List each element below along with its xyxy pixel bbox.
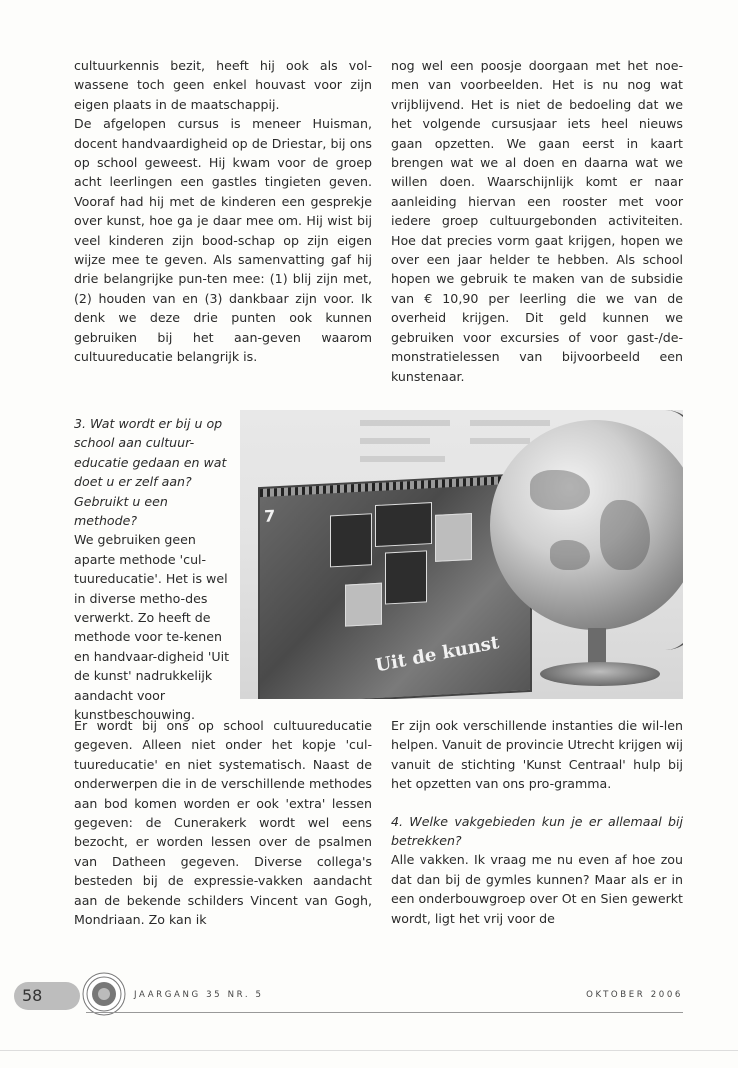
question-4-heading: 4. Welke vakgebieden kun je er allemaal bij betrekken? [391, 813, 683, 849]
footer-rule [86, 1012, 683, 1013]
paragraph: cultuurkennis bezit, heeft hij ook als vol-wassene toch geen enkel houvast voor zijn eigen plaats in de maatschappij. [74, 58, 372, 112]
answer-3-paragraph: We gebruiken geen aparte methode 'cul-tuureducatie'. Het is wel in diverse metho-des verwerkt. Zo heeft de methode voor te-kenen en handvaar-digheid 'Uit de kunst' nadrukkelijk aandacht voor kunstbeschouwing. [74, 532, 230, 723]
paragraph: De afgelopen cursus is meneer Huisman, docent handvaardigheid op de Driestar, bij ons op school geweest. Hij kwam voor de groep acht leerlingen een gastles tingieten geven. Vooraf had hij met de kinderen een gesprekje over kunst, hoe ga je daar mee om. Hij wist bij veel kinderen zijn bood-schap op zijn eigen wijze mee te geven. Als samenvatting gaf hij drie belangrijke pun-ten mee: (1) blij zijn met, (2) houden van en (3) dankbaar zijn voor. Ik denk we deze drie punten ook kunnen gebruiken bij het aan-geven waarom cultuureducatie belangrijk is. [74, 116, 372, 365]
globe-landmass [530, 470, 590, 510]
book-image [385, 550, 427, 604]
book-image [345, 583, 382, 627]
issue-date: OKTOBER 2006 [586, 990, 683, 1000]
journal-issue: JAARGANG 35 NR. 5 [134, 990, 264, 1000]
question-3-heading: 3. Wat wordt er bij u op school aan cultuur-educatie gedaan en wat doet u er zelf aan? Gebruikt u een methode? [74, 416, 227, 529]
paragraph: nog wel een poosje doorgaan met het noe-men van voorbeelden. Het is nu nog wat vrijblijvend. Het is niet de bedoeling dat we het volgende cursusjaar iets heel nieuws gaan opzetten. We gaan eerst in kaart brengen wat we al doen en daarna wat we willen doen. Waarschijnlijk komt er naar aanleiding hiervan een rooster met voor iedere groep cultuurgebonden activiteiten. Hoe dat precies vorm gaat krijgen, hopen we over een jaar helder te hebben. Als school hopen we gebruik te maken van de subsidie van € 10,90 per leerling die we van de overheid krijgen. Dit geld kunnen we gebruiken voor excursies of voor gast-/de-monstratielessen van bijvoorbeeld een kunstenaar. [391, 58, 683, 384]
book-image [330, 513, 372, 567]
column-left-bottom [74, 716, 372, 929]
globe-meridian [665, 410, 683, 650]
book-image [435, 513, 472, 562]
book-image [375, 502, 432, 547]
paragraph: Er wordt bij ons op school cultuureducatie gegeven. Alleen niet onder het kopje 'cul-tuureducatie' en niet systematisch. Naast de onderwerpen die in de verschillende methodes aan bod komen worden er ook 'extra' lessen gegeven: de Cunerakerk wordt wel eens bezocht, er worden lessen over de psalmen van Datheen gegeven. Diverse collega's besteden bij de expressie-vakken aandacht aan de bekende schilders Vincent van Gogh, Mondriaan. Zo kan ik [74, 718, 372, 928]
column-left-top [74, 56, 372, 367]
paragraph: Er zijn ook verschillende instanties die wil-len helpen. Vanuit de provincie Utrecht krijgen wij vanuit de stichting 'Kunst Centraal' hulp bij het opzetten van ons pro-gramma. [391, 718, 683, 792]
globe-landmass [600, 500, 650, 570]
globe-base [540, 662, 660, 686]
book-number: 7 [264, 506, 276, 526]
page-number: 58 [22, 986, 43, 1005]
column-right-bottom [391, 716, 683, 928]
answer-4-paragraph: Alle vakken. Ik vraag me nu even af hoe zou dat dan bij de gymles kunnen? Maar als er in een onderbouwgroep over Ot en Sien gewerkt wordt, ligt het vrij voor de [391, 852, 683, 926]
journal-seal-icon [82, 972, 126, 1016]
photo-globe-and-book [240, 410, 683, 699]
page-edge [0, 1050, 738, 1051]
question-3-block [74, 414, 234, 725]
column-right-top [391, 56, 683, 386]
globe-landmass [550, 540, 590, 570]
book-title: Uit de kunst [374, 632, 501, 677]
